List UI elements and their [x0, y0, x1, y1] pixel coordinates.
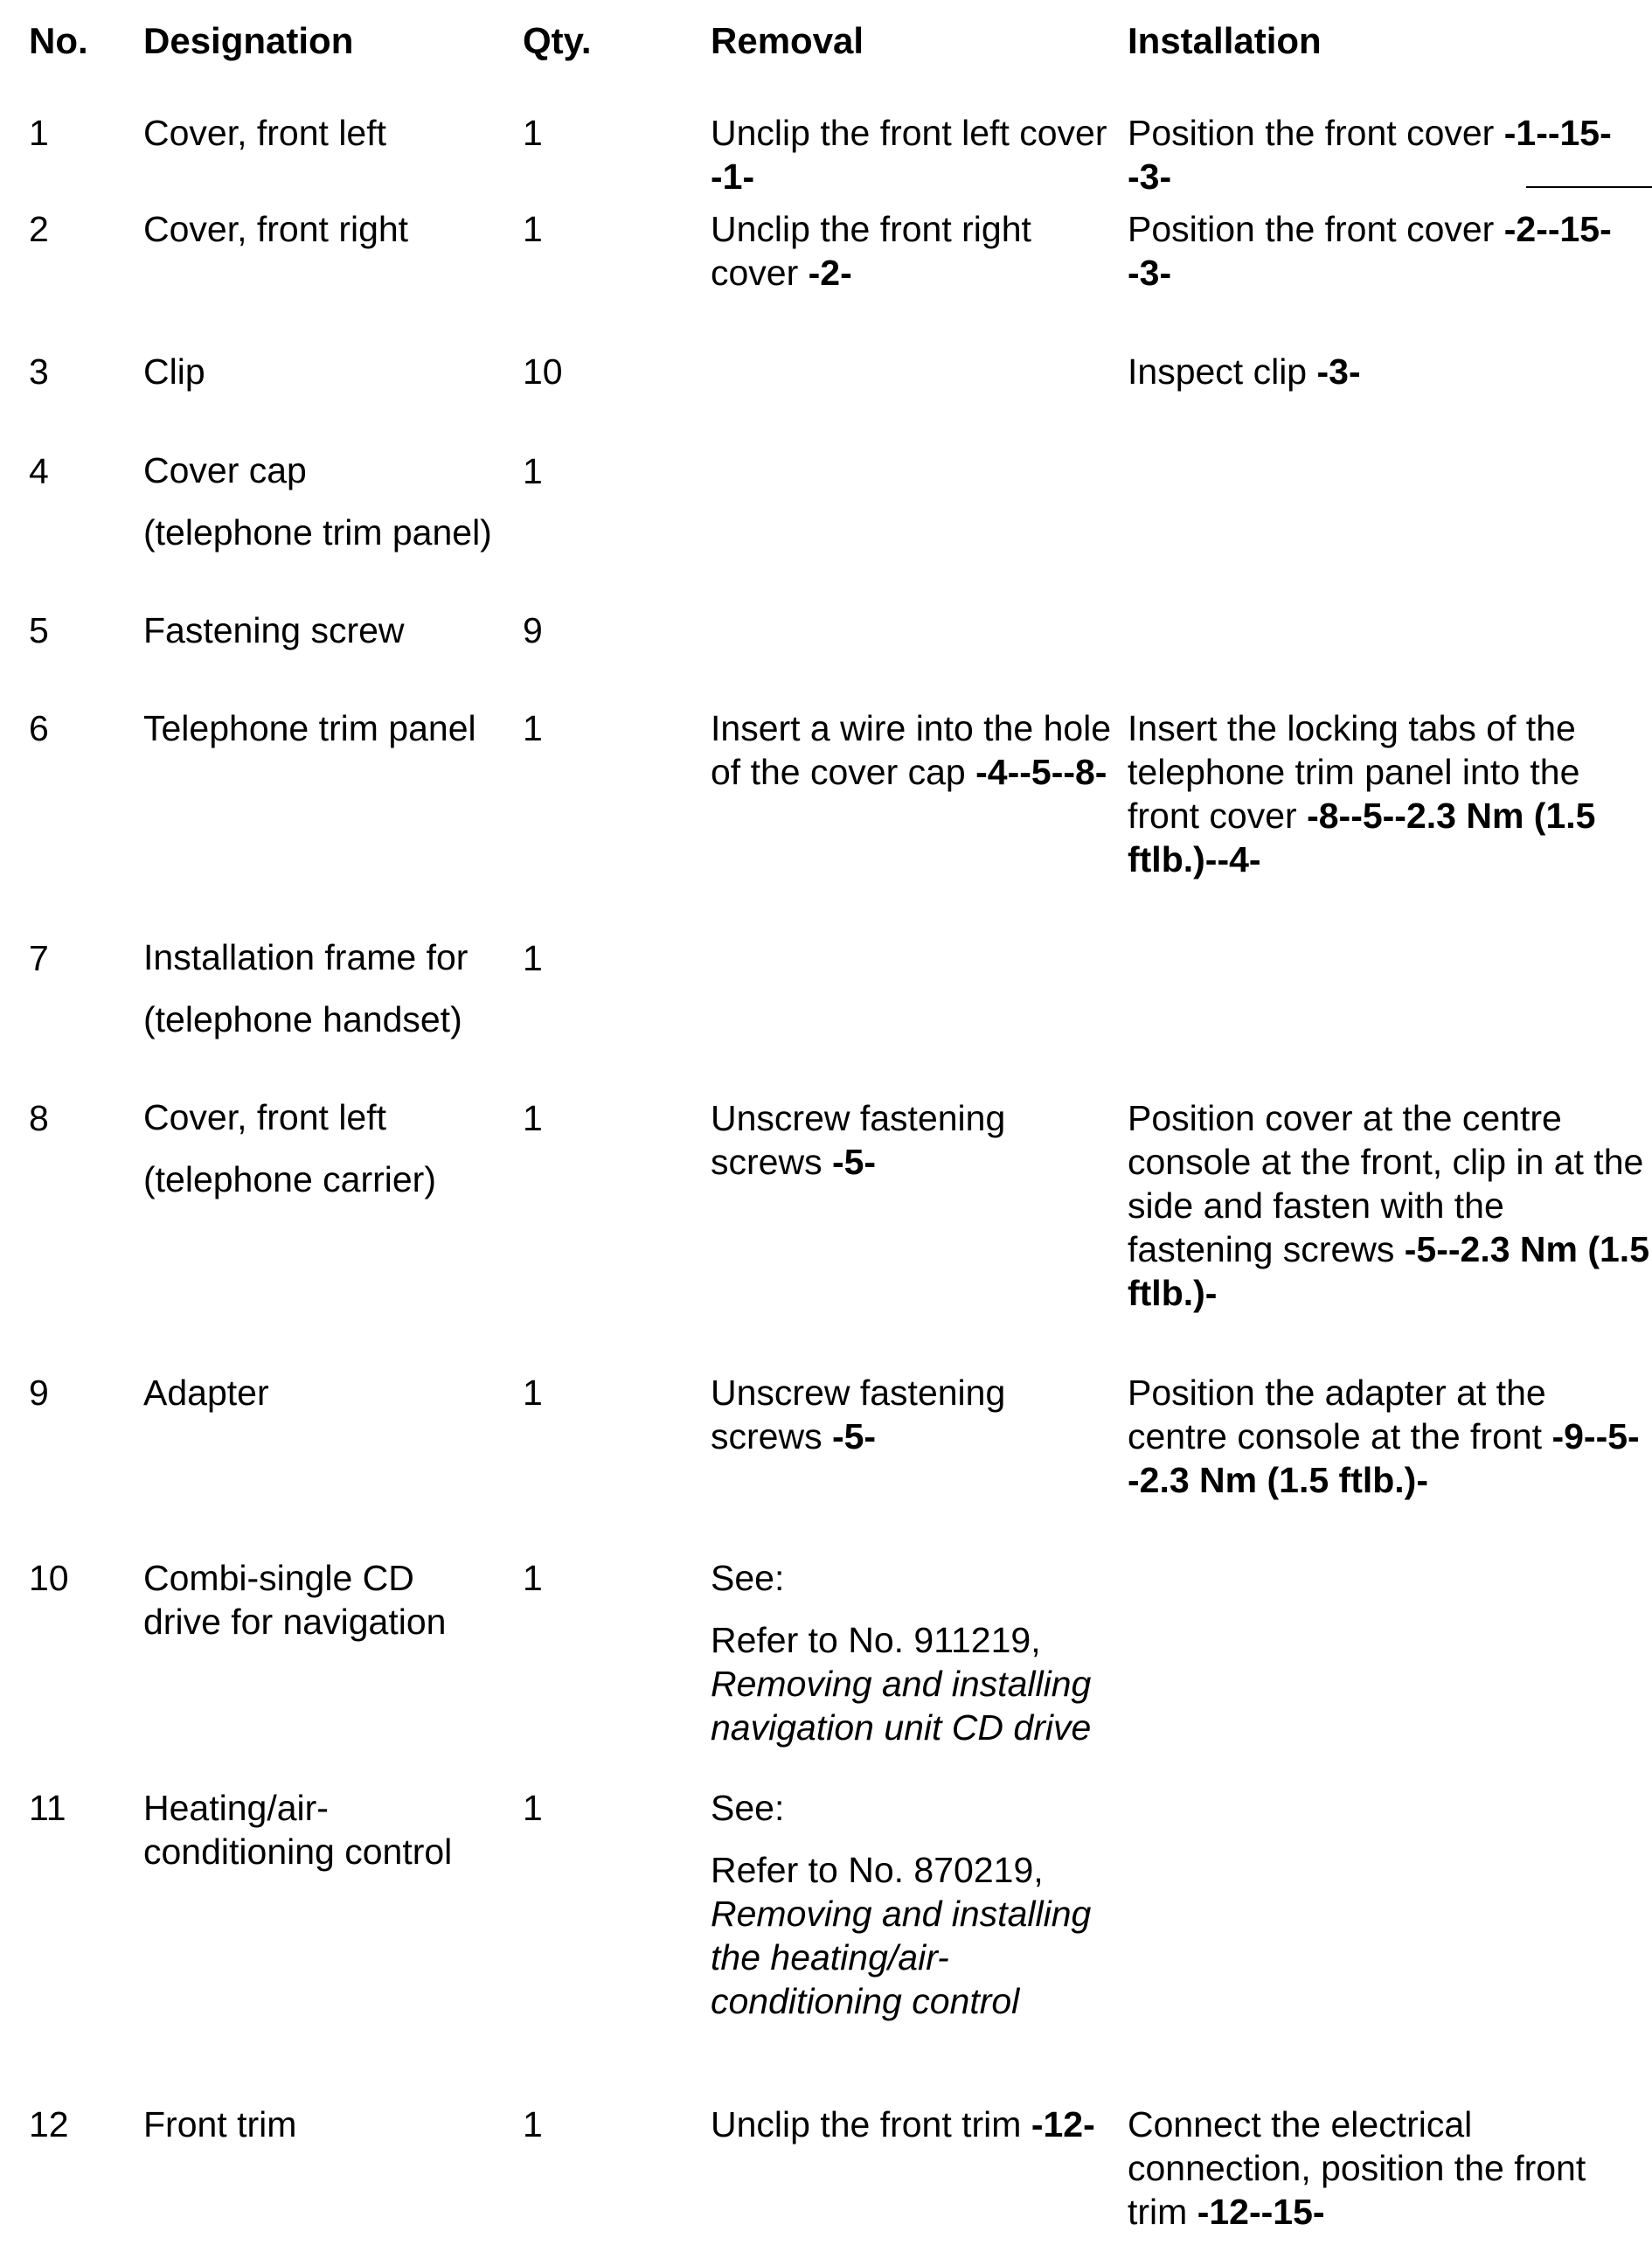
designation-line: (telephone handset) [143, 999, 462, 1039]
designation-line: Front trim [143, 2104, 297, 2144]
row-qty: 1 [523, 1373, 543, 1413]
row-no: 3 [29, 351, 49, 392]
header-removal: Removal [711, 20, 864, 61]
row-qty: 1 [523, 209, 543, 249]
row-designation [143, 1371, 502, 1415]
designation-line: Adapter [143, 1373, 269, 1413]
removal-reference [711, 1848, 1104, 2023]
installation-ref: -1--15--3- [1128, 113, 1612, 197]
removal-text: Unclip the front left cover [711, 113, 1107, 153]
row-installation [1128, 1096, 1652, 1315]
installation-ref: -12--15- [1197, 2192, 1325, 2232]
row-designation [143, 1786, 510, 1873]
removal-text: Unclip the front trim [711, 2104, 1031, 2144]
installation-text: Position the front cover [1128, 113, 1504, 153]
row-no: 9 [29, 1373, 49, 1413]
row-designation [143, 1556, 475, 1644]
row-no: 10 [29, 1558, 69, 1598]
designation-line: Fastening screw [143, 610, 405, 650]
designation-line: Heating/air-conditioning control [143, 1788, 453, 1872]
designation-line: Telephone trim panel [143, 708, 476, 748]
removal-text: Unclip the front right cover [711, 209, 1031, 293]
row-installation [1128, 350, 1652, 393]
row-qty: 1 [523, 451, 543, 491]
reference-link[interactable]: Removing and installing navigation unit CD drive [711, 1664, 1092, 1748]
row-no: 2 [29, 209, 49, 249]
row-designation [143, 1087, 502, 1211]
reference-number: Refer to No. 870219, [711, 1850, 1044, 1890]
removal-text: Insert a wire into the hole of the cover cap [711, 708, 1112, 792]
removal-text: Unscrew fastening screws [711, 1373, 1006, 1456]
row-designation [143, 440, 502, 564]
row-installation [1128, 1371, 1652, 1502]
removal-text: Unscrew fastening screws [711, 1098, 1006, 1182]
row-designation [143, 608, 502, 652]
installation-text: Connect the electrical connection, position the front trim [1128, 2104, 1586, 2232]
installation-ref: -5--2.3 Nm (1.5 ftlb.)- [1128, 1229, 1650, 1313]
row-installation [1128, 111, 1652, 198]
row-qty: 1 [523, 1098, 543, 1138]
installation-text: Position the adapter at the centre console at the front [1128, 1373, 1552, 1456]
installation-ref: -3- [1316, 351, 1361, 392]
installation-text: Position cover at the centre console at the front, clip in at the side and fasten with the fastening screws [1128, 1098, 1644, 1269]
row-removal [711, 207, 1113, 295]
designation-line: Combi-single CD drive for navigation [143, 1558, 447, 1642]
header-installation: Installation [1128, 20, 1322, 61]
removal-ref: -4--5--8- [975, 752, 1107, 792]
installation-text: Inspect clip [1128, 351, 1317, 392]
designation-line: Cover, front left [143, 1097, 387, 1137]
designation-line: (telephone carrier) [143, 1159, 436, 1199]
row-designation [143, 927, 502, 1051]
row-designation [143, 2103, 502, 2146]
row-no: 4 [29, 451, 49, 491]
installation-ref: -8--5--2.3 Nm (1.5 ftlb.)--4- [1128, 796, 1596, 879]
row-removal [711, 1556, 1113, 1749]
row-no: 7 [29, 938, 49, 978]
row-qty: 1 [523, 2104, 543, 2144]
installation-ref: -9--5--2.3 Nm (1.5 ftlb.)- [1128, 1416, 1640, 1500]
row-qty: 1 [523, 708, 543, 748]
row-installation [1128, 207, 1652, 295]
margin-rule [1526, 186, 1652, 188]
reference-number: Refer to No. 911219, [711, 1620, 1041, 1660]
row-removal [711, 1371, 1113, 1458]
designation-line: Cover, front right [143, 209, 409, 249]
row-no: 12 [29, 2104, 69, 2144]
designation-line: (telephone trim panel) [143, 512, 492, 553]
designation-line: Installation frame for [143, 937, 469, 977]
removal-ref: -5- [831, 1142, 877, 1182]
row-qty: 1 [523, 1788, 543, 1828]
row-no: 1 [29, 113, 49, 153]
removal-see: See: [711, 1788, 785, 1828]
row-designation [143, 350, 502, 393]
removal-ref: -5- [831, 1416, 877, 1456]
header-no: No. [29, 20, 88, 61]
removal-ref: -1- [711, 156, 755, 197]
removal-see: See: [711, 1558, 785, 1598]
removal-ref: -2- [808, 253, 852, 293]
row-removal [711, 1786, 1104, 2023]
row-qty: 1 [523, 1558, 543, 1598]
row-no: 6 [29, 708, 49, 748]
row-qty: 9 [523, 610, 543, 650]
removal-ref: -12- [1031, 2104, 1095, 2144]
row-qty: 10 [523, 351, 563, 392]
header-qty: Qty. [523, 20, 592, 61]
installation-text: Position the front cover [1128, 209, 1504, 249]
designation-line: Clip [143, 351, 205, 392]
row-designation [143, 706, 502, 750]
designation-line: Cover, front left [143, 113, 387, 153]
row-no: 8 [29, 1098, 49, 1138]
row-designation [143, 207, 502, 251]
row-installation [1128, 706, 1652, 881]
row-no: 5 [29, 610, 49, 650]
installation-ref: -2--15--3- [1128, 209, 1612, 293]
installation-text: Insert the locking tabs of the telephone trim panel into the front cover [1128, 708, 1580, 836]
header-designation: Designation [143, 20, 354, 61]
row-no: 11 [29, 1788, 66, 1828]
row-installation [1128, 2103, 1652, 2234]
row-removal [711, 111, 1113, 198]
row-removal [711, 1096, 1113, 1184]
row-removal [711, 2103, 1113, 2146]
row-designation [143, 111, 502, 155]
row-qty: 1 [523, 938, 543, 978]
row-removal [711, 706, 1113, 794]
row-qty: 1 [523, 113, 543, 153]
reference-link[interactable]: Removing and installing the heating/air-conditioning control [711, 1894, 1092, 2021]
removal-reference [711, 1618, 1113, 1749]
designation-line: Cover cap [143, 450, 307, 490]
